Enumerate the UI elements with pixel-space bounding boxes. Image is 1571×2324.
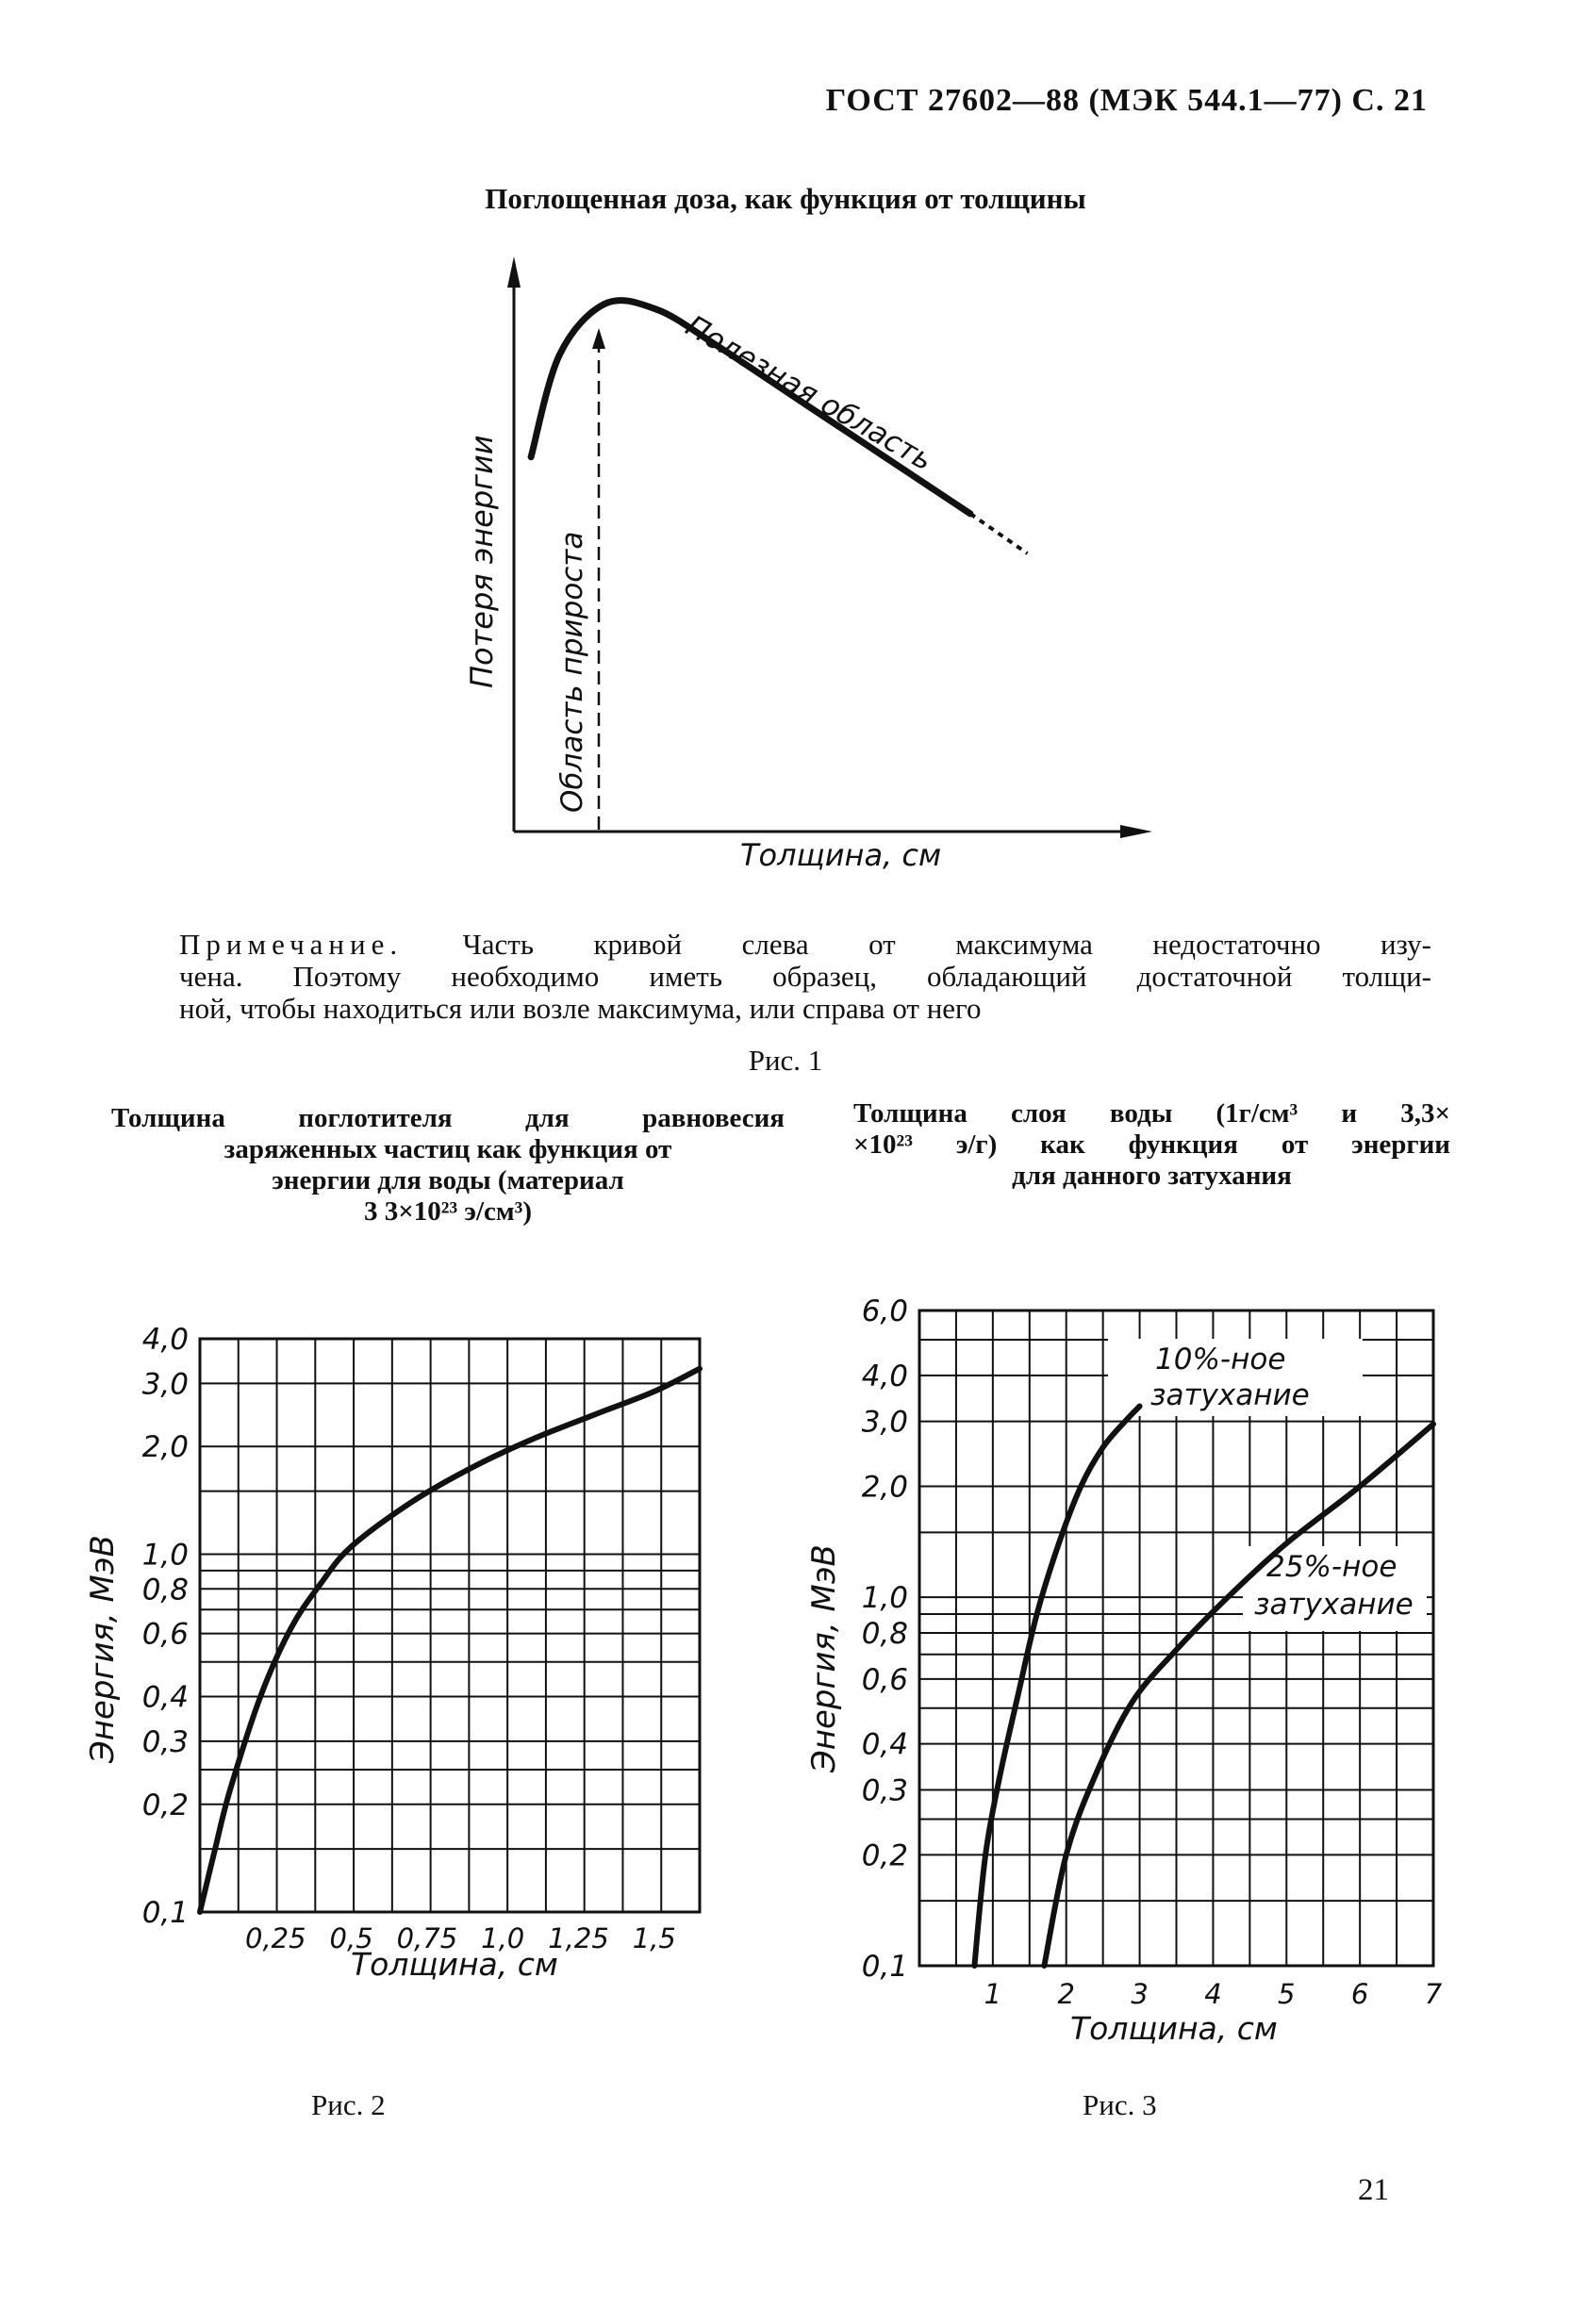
x-tick-label: 4 [1204, 1978, 1222, 2010]
figure2-title-line-3: энергии для воды (материал [272, 1165, 624, 1195]
y-tick-label: 2,0 [861, 1470, 908, 1505]
figure1-y-arrow [507, 256, 521, 288]
figure2-grid [200, 1339, 700, 1912]
y-tick-label: 6,0 [861, 1294, 908, 1328]
figure1-x-label: Толщина, см [740, 837, 942, 873]
page-header: ГОСТ 27602—88 (МЭК 544.1—77) С. 21 [825, 83, 1428, 118]
x-tick-label: 3 [1131, 1978, 1149, 2010]
y-tick-label: 0,3 [141, 1724, 189, 1759]
y-tick-label: 0,8 [141, 1573, 189, 1607]
figure2-x-label: Толщина, см [351, 1946, 558, 1983]
note-heading: Примечание. [179, 928, 404, 961]
y-tick-label: 3,0 [141, 1367, 189, 1402]
figure3-y-ticks [862, 1294, 908, 1984]
figure3-caption: Рис. 3 [1083, 2088, 1157, 2121]
figure3-series-label-25: 25%-ное [1266, 1550, 1397, 1584]
figure2-y-ticks [142, 1323, 189, 1930]
y-tick-label: 0,2 [861, 1838, 908, 1873]
figure2-title-line-1: Толщина поглотителя для равновесия [111, 1103, 785, 1133]
figure2-frame [200, 1339, 700, 1912]
y-tick-label: 1,0 [861, 1581, 908, 1616]
figure3-title-line-1: Толщина слоя воды (1г/см³ и 3,3× [853, 1098, 1450, 1129]
figure2-title [111, 1103, 785, 1228]
y-tick-label: 0,4 [141, 1680, 189, 1715]
figure3-series-label-10-line2: затухание [1150, 1378, 1310, 1412]
y-tick-label: 1,0 [141, 1538, 189, 1573]
x-tick-label: 2 [1057, 1978, 1075, 2010]
figure2-caption: Рис. 2 [311, 2088, 386, 2121]
figure1-peak-arrow [592, 328, 605, 349]
x-tick-label: 5 [1278, 1978, 1296, 2010]
x-tick-label: 1,0 [481, 1922, 525, 1954]
figure3-title-line-3: для данного затухания [1012, 1161, 1292, 1191]
y-tick-label: 4,0 [141, 1323, 189, 1357]
page-number: 21 [1358, 2173, 1389, 2207]
figure1-curve [531, 301, 970, 514]
figure2-curve [200, 1369, 700, 1912]
figure1-useful-label: Полезная область [680, 308, 939, 478]
y-tick-label: 3,0 [861, 1405, 908, 1440]
figure1-title: Поглощенная доза, как функция от толщины [485, 182, 1086, 215]
y-tick-label: 0,1 [141, 1896, 189, 1930]
y-tick-label: 0,1 [861, 1950, 908, 1984]
note-line-1: Часть кривой слева от максимума недостаточно изу- [462, 928, 1432, 961]
note-line-3: ной, чтобы находиться или возле максимума, или справа от него [179, 992, 982, 1025]
y-tick-label: 0,6 [861, 1662, 908, 1697]
figure2-chart [142, 1323, 700, 1954]
note-line-2: чена. Поэтому необходимо иметь образец, обладающий достаточной толщи- [179, 960, 1431, 993]
x-tick-label: 0,25 [245, 1922, 306, 1954]
y-tick-label: 0,4 [861, 1727, 908, 1762]
x-tick-label: 1 [984, 1978, 1002, 2010]
figure1-caption: Рис. 1 [748, 1044, 823, 1077]
note-block [179, 929, 1431, 1025]
y-tick-label: 4,0 [861, 1359, 908, 1393]
figure3-x-label: Толщина, см [1070, 2010, 1278, 2047]
y-tick-label: 0,6 [141, 1617, 189, 1652]
x-tick-label: 1,25 [548, 1922, 609, 1954]
figure3-title-line-2: ×10²³ э/г) как функция от энергии [853, 1129, 1450, 1160]
x-tick-label: 1,5 [632, 1922, 676, 1954]
figure1-y-label: Потеря энергии [464, 435, 500, 688]
x-tick-label: 0,75 [396, 1922, 458, 1954]
figure2-y-label: Энергия, МэВ [84, 1535, 122, 1763]
figure2-title-line-4: 3 3×10²³ э/см³) [364, 1196, 532, 1227]
x-tick-label: 0,5 [329, 1922, 373, 1954]
figure3-series-label-10: 10%-ное [1155, 1343, 1286, 1376]
figure3-curve-10-percent [974, 1407, 1139, 1967]
figure1-chart [507, 256, 1152, 838]
x-tick-label: 6 [1350, 1978, 1369, 2010]
figure2-title-line-2: заряженных частиц как функция от [223, 1134, 672, 1164]
figure1-curve-tail [970, 514, 1028, 553]
y-tick-label: 0,8 [861, 1617, 908, 1652]
figure3-y-label: Энергия, МэВ [805, 1544, 843, 1772]
figure3-series-label-25-line2: затухание [1254, 1588, 1414, 1622]
y-tick-label: 0,2 [141, 1788, 189, 1822]
y-tick-label: 0,3 [861, 1773, 908, 1808]
figure3-title [853, 1098, 1450, 1192]
y-tick-label: 2,0 [141, 1430, 189, 1465]
x-tick-label: 7 [1424, 1978, 1443, 2010]
figure1-x-arrow [1120, 825, 1152, 838]
figure1-growth-label: Область прироста [555, 531, 589, 813]
figure3-x-ticks [984, 1978, 1443, 2010]
